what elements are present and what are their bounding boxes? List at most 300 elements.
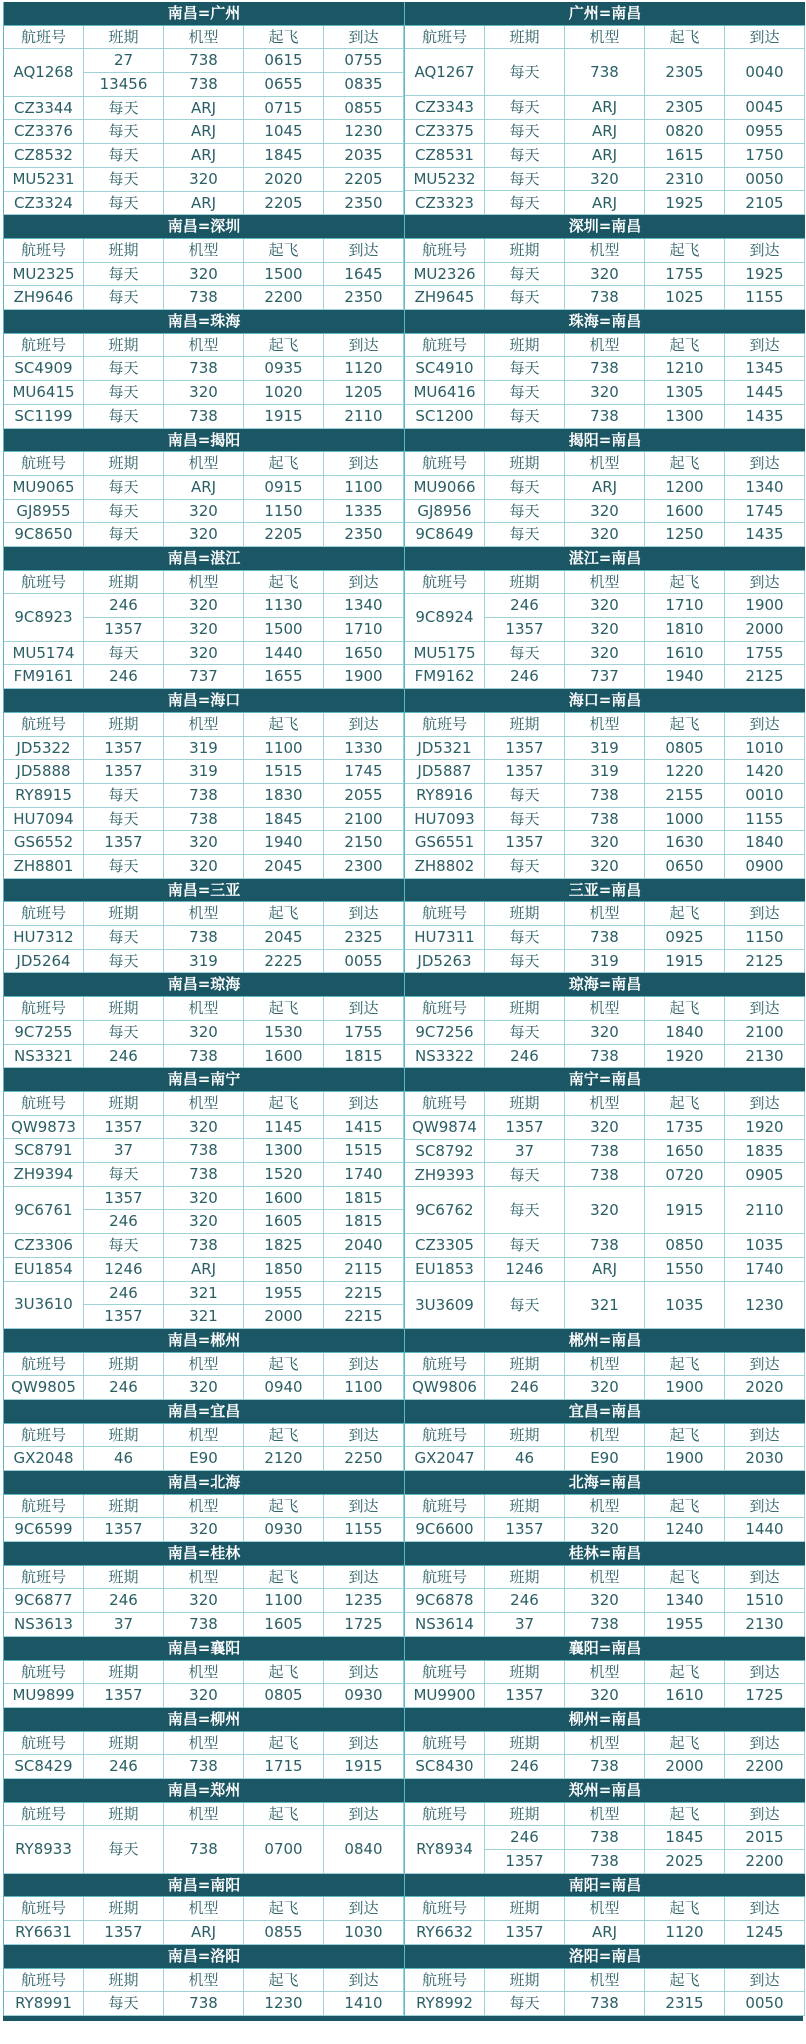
arrive-cell: 1840 (725, 831, 805, 854)
flight-legs (485, 1613, 805, 1636)
route-section (3, 1471, 803, 1542)
route-title: 南昌=南阳 (4, 1874, 404, 1898)
column-header-schedule: 班期 (485, 1353, 565, 1376)
arrive-cell: 1745 (324, 760, 404, 783)
depart-cell: 1130 (244, 594, 324, 617)
aircraft-cell: 738 (164, 405, 244, 428)
route-right-table (404, 973, 805, 1068)
flight-legs (84, 1045, 404, 1068)
schedule-cell: 每天 (485, 1992, 565, 2015)
flight-rows (405, 737, 805, 879)
column-header-row (4, 26, 404, 50)
flight-leg (485, 1849, 805, 1873)
flight-number: MU6416 (405, 381, 485, 404)
flight-rows (405, 1376, 805, 1400)
column-header-schedule: 班期 (84, 902, 164, 925)
flight-row (405, 1376, 805, 1400)
depart-cell: 1825 (244, 1234, 324, 1257)
column-header-arrive: 到达 (725, 452, 805, 475)
flight-rows (4, 1992, 404, 2016)
flight-row (405, 1613, 805, 1637)
column-header-schedule: 班期 (485, 902, 565, 925)
flight-number: JD5888 (4, 760, 84, 783)
depart-cell: 1710 (645, 594, 725, 617)
flight-number: NS3322 (405, 1045, 485, 1068)
column-header-schedule: 班期 (84, 334, 164, 357)
flight-leg (84, 784, 404, 807)
column-header-depart: 起飞 (645, 1092, 725, 1115)
column-header-schedule: 班期 (485, 1566, 565, 1589)
schedule-cell: 每天 (485, 523, 565, 546)
schedule-cell: 1357 (84, 1921, 164, 1944)
column-header-aircraft: 机型 (164, 713, 244, 736)
flight-rows (405, 1921, 805, 1945)
flight-legs (485, 500, 805, 523)
column-header-arrive: 到达 (725, 26, 805, 49)
flight-legs (84, 144, 404, 167)
schedule-cell: 每天 (485, 286, 565, 309)
arrive-cell: 1755 (324, 1021, 404, 1044)
aircraft-cell: ARJ (565, 1921, 645, 1944)
arrive-cell: 1510 (725, 1589, 805, 1612)
column-header-arrive: 到达 (725, 1661, 805, 1684)
column-header-row (405, 452, 805, 476)
aircraft-cell: 321 (164, 1305, 244, 1328)
column-header-row (4, 1495, 404, 1519)
depart-cell: 1240 (645, 1518, 725, 1541)
column-header-flight: 航班号 (405, 26, 485, 49)
schedule-cell: 每天 (84, 1021, 164, 1044)
column-header-schedule: 班期 (84, 452, 164, 475)
route-section (3, 1779, 803, 1874)
column-header-aircraft: 机型 (164, 1092, 244, 1115)
route-left-table (4, 429, 404, 547)
depart-cell: 0720 (645, 1163, 725, 1186)
flight-row (4, 97, 404, 121)
flight-number: EU1853 (405, 1258, 485, 1281)
aircraft-cell: 738 (164, 1613, 244, 1636)
route-section (3, 1708, 803, 1779)
arrive-cell: 2015 (725, 1826, 805, 1849)
depart-cell: 1145 (244, 1116, 324, 1139)
flight-leg (485, 1163, 805, 1186)
arrive-cell: 1415 (324, 1116, 404, 1139)
column-header-schedule: 班期 (84, 1424, 164, 1447)
arrive-cell: 1755 (725, 642, 805, 665)
route-right-table (404, 547, 805, 689)
flight-legs (485, 808, 805, 831)
column-header-flight: 航班号 (405, 1897, 485, 1920)
depart-cell: 1210 (645, 357, 725, 380)
flight-rows (405, 1021, 805, 1068)
flight-row (405, 1447, 805, 1471)
route-title: 三亚=南昌 (405, 879, 805, 903)
flight-leg (84, 1163, 404, 1186)
schedule-cell: 1357 (84, 618, 164, 641)
route-left-table (4, 1874, 404, 1945)
depart-cell: 1810 (645, 618, 725, 641)
aircraft-cell: ARJ (565, 96, 645, 119)
column-header-schedule: 班期 (84, 1353, 164, 1376)
column-header-arrive: 到达 (725, 1092, 805, 1115)
column-header-aircraft: 机型 (565, 1424, 645, 1447)
route-title: 襄阳=南昌 (405, 1637, 805, 1661)
aircraft-cell: 320 (164, 263, 244, 286)
flight-row (405, 1045, 805, 1069)
column-header-row (4, 1969, 404, 1993)
flight-row (405, 263, 805, 287)
flight-row (405, 1755, 805, 1779)
column-header-aircraft: 机型 (164, 902, 244, 925)
aircraft-cell: 738 (565, 808, 645, 831)
flight-number: MU5232 (405, 168, 485, 191)
column-header-flight: 航班号 (405, 1661, 485, 1684)
flight-row (4, 49, 404, 96)
flight-leg (485, 855, 805, 878)
flight-row (405, 168, 805, 192)
flight-legs (485, 1589, 805, 1612)
route-title: 郴州=南昌 (405, 1329, 805, 1353)
column-header-depart: 起飞 (244, 334, 324, 357)
arrive-cell: 1740 (324, 1163, 404, 1186)
arrive-cell: 2125 (725, 665, 805, 688)
column-header-row (4, 1566, 404, 1590)
column-header-row (405, 1566, 805, 1590)
aircraft-cell: ARJ (565, 1258, 645, 1281)
flight-number: CZ3376 (4, 120, 84, 143)
flight-legs (84, 950, 404, 973)
route-title: 南宁=南昌 (405, 1068, 805, 1092)
arrive-cell: 1150 (725, 926, 805, 949)
arrive-cell: 1335 (324, 500, 404, 523)
column-header-row (405, 26, 805, 50)
flight-leg (485, 1518, 805, 1541)
schedule-cell: 27 (84, 49, 164, 72)
column-header-arrive: 到达 (324, 997, 404, 1020)
aircraft-cell: 738 (164, 1139, 244, 1162)
flight-row (4, 381, 404, 405)
route-title: 南昌=三亚 (4, 879, 404, 903)
column-header-arrive: 到达 (725, 571, 805, 594)
column-header-aircraft: 机型 (565, 1969, 645, 1992)
flight-leg (485, 120, 805, 143)
schedule-cell: 1357 (485, 737, 565, 760)
flight-number: JD5321 (405, 737, 485, 760)
flight-number: ZH8801 (4, 855, 84, 878)
column-header-flight: 航班号 (4, 1566, 84, 1589)
depart-cell: 2045 (244, 926, 324, 949)
flight-number: JD5322 (4, 737, 84, 760)
route-left-table (4, 1329, 404, 1400)
route-right-table (404, 1779, 805, 1874)
column-header-schedule: 班期 (84, 1566, 164, 1589)
column-header-depart: 起飞 (645, 239, 725, 262)
column-header-row (405, 1803, 805, 1827)
schedule-cell: 每天 (84, 1163, 164, 1186)
route-title: 湛江=南昌 (405, 547, 805, 571)
aircraft-cell: 738 (164, 808, 244, 831)
column-header-row (4, 1803, 404, 1827)
flight-number: SC1200 (405, 405, 485, 428)
aircraft-cell: 738 (565, 357, 645, 380)
aircraft-cell: E90 (565, 1447, 645, 1470)
flight-rows (4, 1826, 404, 1873)
column-header-aircraft: 机型 (565, 997, 645, 1020)
flight-leg (485, 831, 805, 854)
arrive-cell: 0040 (725, 49, 805, 95)
column-header-flight: 航班号 (405, 1803, 485, 1826)
route-right-table (404, 2, 805, 215)
arrive-cell: 1515 (324, 1139, 404, 1162)
flight-row (405, 1589, 805, 1613)
flight-row (4, 1992, 404, 2016)
arrive-cell: 1645 (324, 263, 404, 286)
flight-leg (84, 1518, 404, 1541)
column-header-flight: 航班号 (4, 452, 84, 475)
flight-number: AQ1267 (405, 49, 485, 95)
depart-cell: 1300 (244, 1139, 324, 1162)
route-title: 琼海=南昌 (405, 973, 805, 997)
arrive-cell: 1915 (324, 1755, 404, 1778)
schedule-cell: 每天 (485, 476, 565, 499)
column-header-aircraft: 机型 (565, 1495, 645, 1518)
flight-legs (84, 1613, 404, 1636)
schedule-cell: 每天 (485, 1163, 565, 1186)
flight-legs (485, 191, 805, 214)
flight-legs (84, 168, 404, 191)
flight-rows (4, 49, 404, 215)
column-header-row (405, 1092, 805, 1116)
flight-legs (485, 49, 805, 95)
route-title: 南昌=揭阳 (4, 429, 404, 453)
column-header-schedule: 班期 (84, 1969, 164, 1992)
route-title: 南阳=南昌 (405, 1874, 805, 1898)
arrive-cell: 1815 (324, 1187, 404, 1210)
column-header-flight: 航班号 (405, 997, 485, 1020)
aircraft-cell: 738 (565, 405, 645, 428)
flight-rows (405, 263, 805, 310)
schedule-cell: 246 (485, 594, 565, 617)
column-header-flight: 航班号 (4, 26, 84, 49)
column-header-flight: 航班号 (405, 1969, 485, 1992)
flight-leg (84, 642, 404, 665)
flight-row (4, 665, 404, 689)
route-title: 洛阳=南昌 (405, 1945, 805, 1969)
column-header-arrive: 到达 (324, 334, 404, 357)
column-header-flight: 航班号 (405, 1566, 485, 1589)
flight-number: 3U3609 (405, 1282, 485, 1328)
route-title: 南昌=广州 (4, 2, 404, 26)
aircraft-cell: 320 (565, 1021, 645, 1044)
schedule-cell: 37 (485, 1613, 565, 1636)
flight-number: SC4909 (4, 357, 84, 380)
arrive-cell: 2350 (324, 192, 404, 215)
route-section (3, 1637, 803, 1708)
flight-leg (485, 286, 805, 309)
route-title: 南昌=宜昌 (4, 1400, 404, 1424)
route-title: 桂林=南昌 (405, 1542, 805, 1566)
flight-number: QW9805 (4, 1376, 84, 1399)
flight-number: GX2047 (405, 1447, 485, 1470)
arrive-cell: 1155 (324, 1518, 404, 1541)
aircraft-cell: 319 (565, 737, 645, 760)
flight-leg (485, 523, 805, 546)
flight-number: RY8933 (4, 1826, 84, 1872)
flight-legs (485, 286, 805, 309)
column-header-row (405, 1353, 805, 1377)
schedule-cell: 46 (84, 1447, 164, 1470)
schedule-cell: 每天 (84, 642, 164, 665)
column-header-aircraft: 机型 (164, 1661, 244, 1684)
aircraft-cell: 320 (565, 618, 645, 641)
column-header-aircraft: 机型 (164, 1969, 244, 1992)
aircraft-cell: 738 (565, 926, 645, 949)
depart-cell: 2305 (645, 96, 725, 119)
flight-row (4, 523, 404, 547)
column-header-row (405, 1732, 805, 1756)
aircraft-cell: ARJ (565, 120, 645, 143)
schedule-cell: 1357 (84, 831, 164, 854)
route-left-table (4, 879, 404, 974)
schedule-cell: 每天 (485, 49, 565, 95)
column-header-flight: 航班号 (4, 713, 84, 736)
schedule-cell: 每天 (485, 808, 565, 831)
route-section (3, 310, 803, 428)
flight-leg (84, 1613, 404, 1636)
column-header-schedule: 班期 (84, 1495, 164, 1518)
flight-row (4, 855, 404, 879)
flight-rows (4, 357, 404, 428)
flight-row (405, 760, 805, 784)
flight-legs (84, 1163, 404, 1186)
column-header-depart: 起飞 (645, 1969, 725, 1992)
flight-row (405, 737, 805, 761)
aircraft-cell: ARJ (164, 1258, 244, 1281)
column-header-arrive: 到达 (725, 1969, 805, 1992)
schedule-cell: 每天 (485, 357, 565, 380)
aircraft-cell: 319 (565, 950, 645, 973)
column-header-schedule: 班期 (84, 1661, 164, 1684)
column-header-arrive: 到达 (725, 997, 805, 1020)
schedule-cell: 46 (485, 1447, 565, 1470)
column-header-row (4, 1661, 404, 1685)
flight-leg (485, 357, 805, 380)
depart-cell: 1830 (244, 784, 324, 807)
flight-number: CZ3324 (4, 192, 84, 215)
aircraft-cell: ARJ (164, 97, 244, 120)
aircraft-cell: 320 (565, 642, 645, 665)
aircraft-cell: 738 (164, 1234, 244, 1257)
arrive-cell: 2150 (324, 831, 404, 854)
flight-row (4, 760, 404, 784)
aircraft-cell: 319 (164, 950, 244, 973)
schedule-cell: 1246 (84, 1258, 164, 1281)
column-header-schedule: 班期 (84, 1803, 164, 1826)
flight-legs (84, 1518, 404, 1541)
schedule-cell: 每天 (84, 263, 164, 286)
flight-legs (84, 286, 404, 309)
flight-legs (485, 405, 805, 428)
column-header-aircraft: 机型 (565, 452, 645, 475)
column-header-flight: 航班号 (4, 239, 84, 262)
flight-leg (84, 523, 404, 546)
arrive-cell: 1725 (725, 1684, 805, 1707)
column-header-row (4, 1353, 404, 1377)
flight-legs (84, 97, 404, 120)
column-header-aircraft: 机型 (164, 1353, 244, 1376)
depart-cell: 1500 (244, 618, 324, 641)
schedule-cell: 每天 (485, 381, 565, 404)
schedule-cell: 37 (84, 1613, 164, 1636)
flight-row (4, 1282, 404, 1329)
flight-rows (4, 1518, 404, 1542)
column-header-depart: 起飞 (244, 713, 324, 736)
column-header-arrive: 到达 (324, 1732, 404, 1755)
flight-leg (485, 950, 805, 973)
arrive-cell: 2250 (324, 1447, 404, 1470)
depart-cell: 2155 (645, 784, 725, 807)
schedule-cell: 37 (485, 1140, 565, 1163)
flight-legs (84, 1116, 404, 1139)
flight-legs (485, 1447, 805, 1470)
flight-row (4, 476, 404, 500)
column-header-arrive: 到达 (725, 239, 805, 262)
depart-cell: 1850 (244, 1258, 324, 1281)
flight-number: NS3321 (4, 1045, 84, 1068)
route-title: 南昌=琼海 (4, 973, 404, 997)
flight-leg (485, 1613, 805, 1636)
depart-cell: 1840 (645, 1021, 725, 1044)
column-header-row (405, 1495, 805, 1519)
flight-leg (84, 1992, 404, 2015)
route-right-table (404, 1708, 805, 1779)
schedule-cell: 1357 (485, 1518, 565, 1541)
flight-legs (84, 1755, 404, 1778)
schedule-cell: 每天 (485, 144, 565, 167)
column-header-flight: 航班号 (4, 1969, 84, 1992)
schedule-cell: 每天 (485, 405, 565, 428)
arrive-cell: 1100 (324, 1376, 404, 1399)
arrive-cell: 1155 (725, 286, 805, 309)
route-section (3, 689, 803, 879)
schedule-cell: 1357 (84, 1305, 164, 1328)
route-left-table (4, 973, 404, 1068)
arrive-cell: 2205 (324, 168, 404, 191)
column-header-flight: 航班号 (405, 1092, 485, 1115)
arrive-cell: 0045 (725, 96, 805, 119)
flight-legs (485, 1282, 805, 1328)
column-header-schedule: 班期 (84, 1897, 164, 1920)
column-header-flight: 航班号 (4, 1803, 84, 1826)
flight-number: RY8915 (4, 784, 84, 807)
flight-row (4, 286, 404, 310)
flight-rows (405, 1518, 805, 1542)
depart-cell: 1900 (645, 1447, 725, 1470)
flight-row (4, 1116, 404, 1140)
flight-leg (485, 1755, 805, 1778)
schedule-cell: 每天 (485, 1282, 565, 1328)
flight-number: 9C8923 (4, 594, 84, 640)
flight-number: SC8792 (405, 1140, 485, 1163)
schedule-cell: 每天 (485, 784, 565, 807)
route-left-table (4, 1400, 404, 1471)
flight-row (4, 784, 404, 808)
column-header-aircraft: 机型 (565, 1803, 645, 1826)
column-header-flight: 航班号 (405, 902, 485, 925)
schedule-cell: 1357 (485, 760, 565, 783)
flight-leg (485, 617, 805, 641)
aircraft-cell: 320 (565, 1589, 645, 1612)
